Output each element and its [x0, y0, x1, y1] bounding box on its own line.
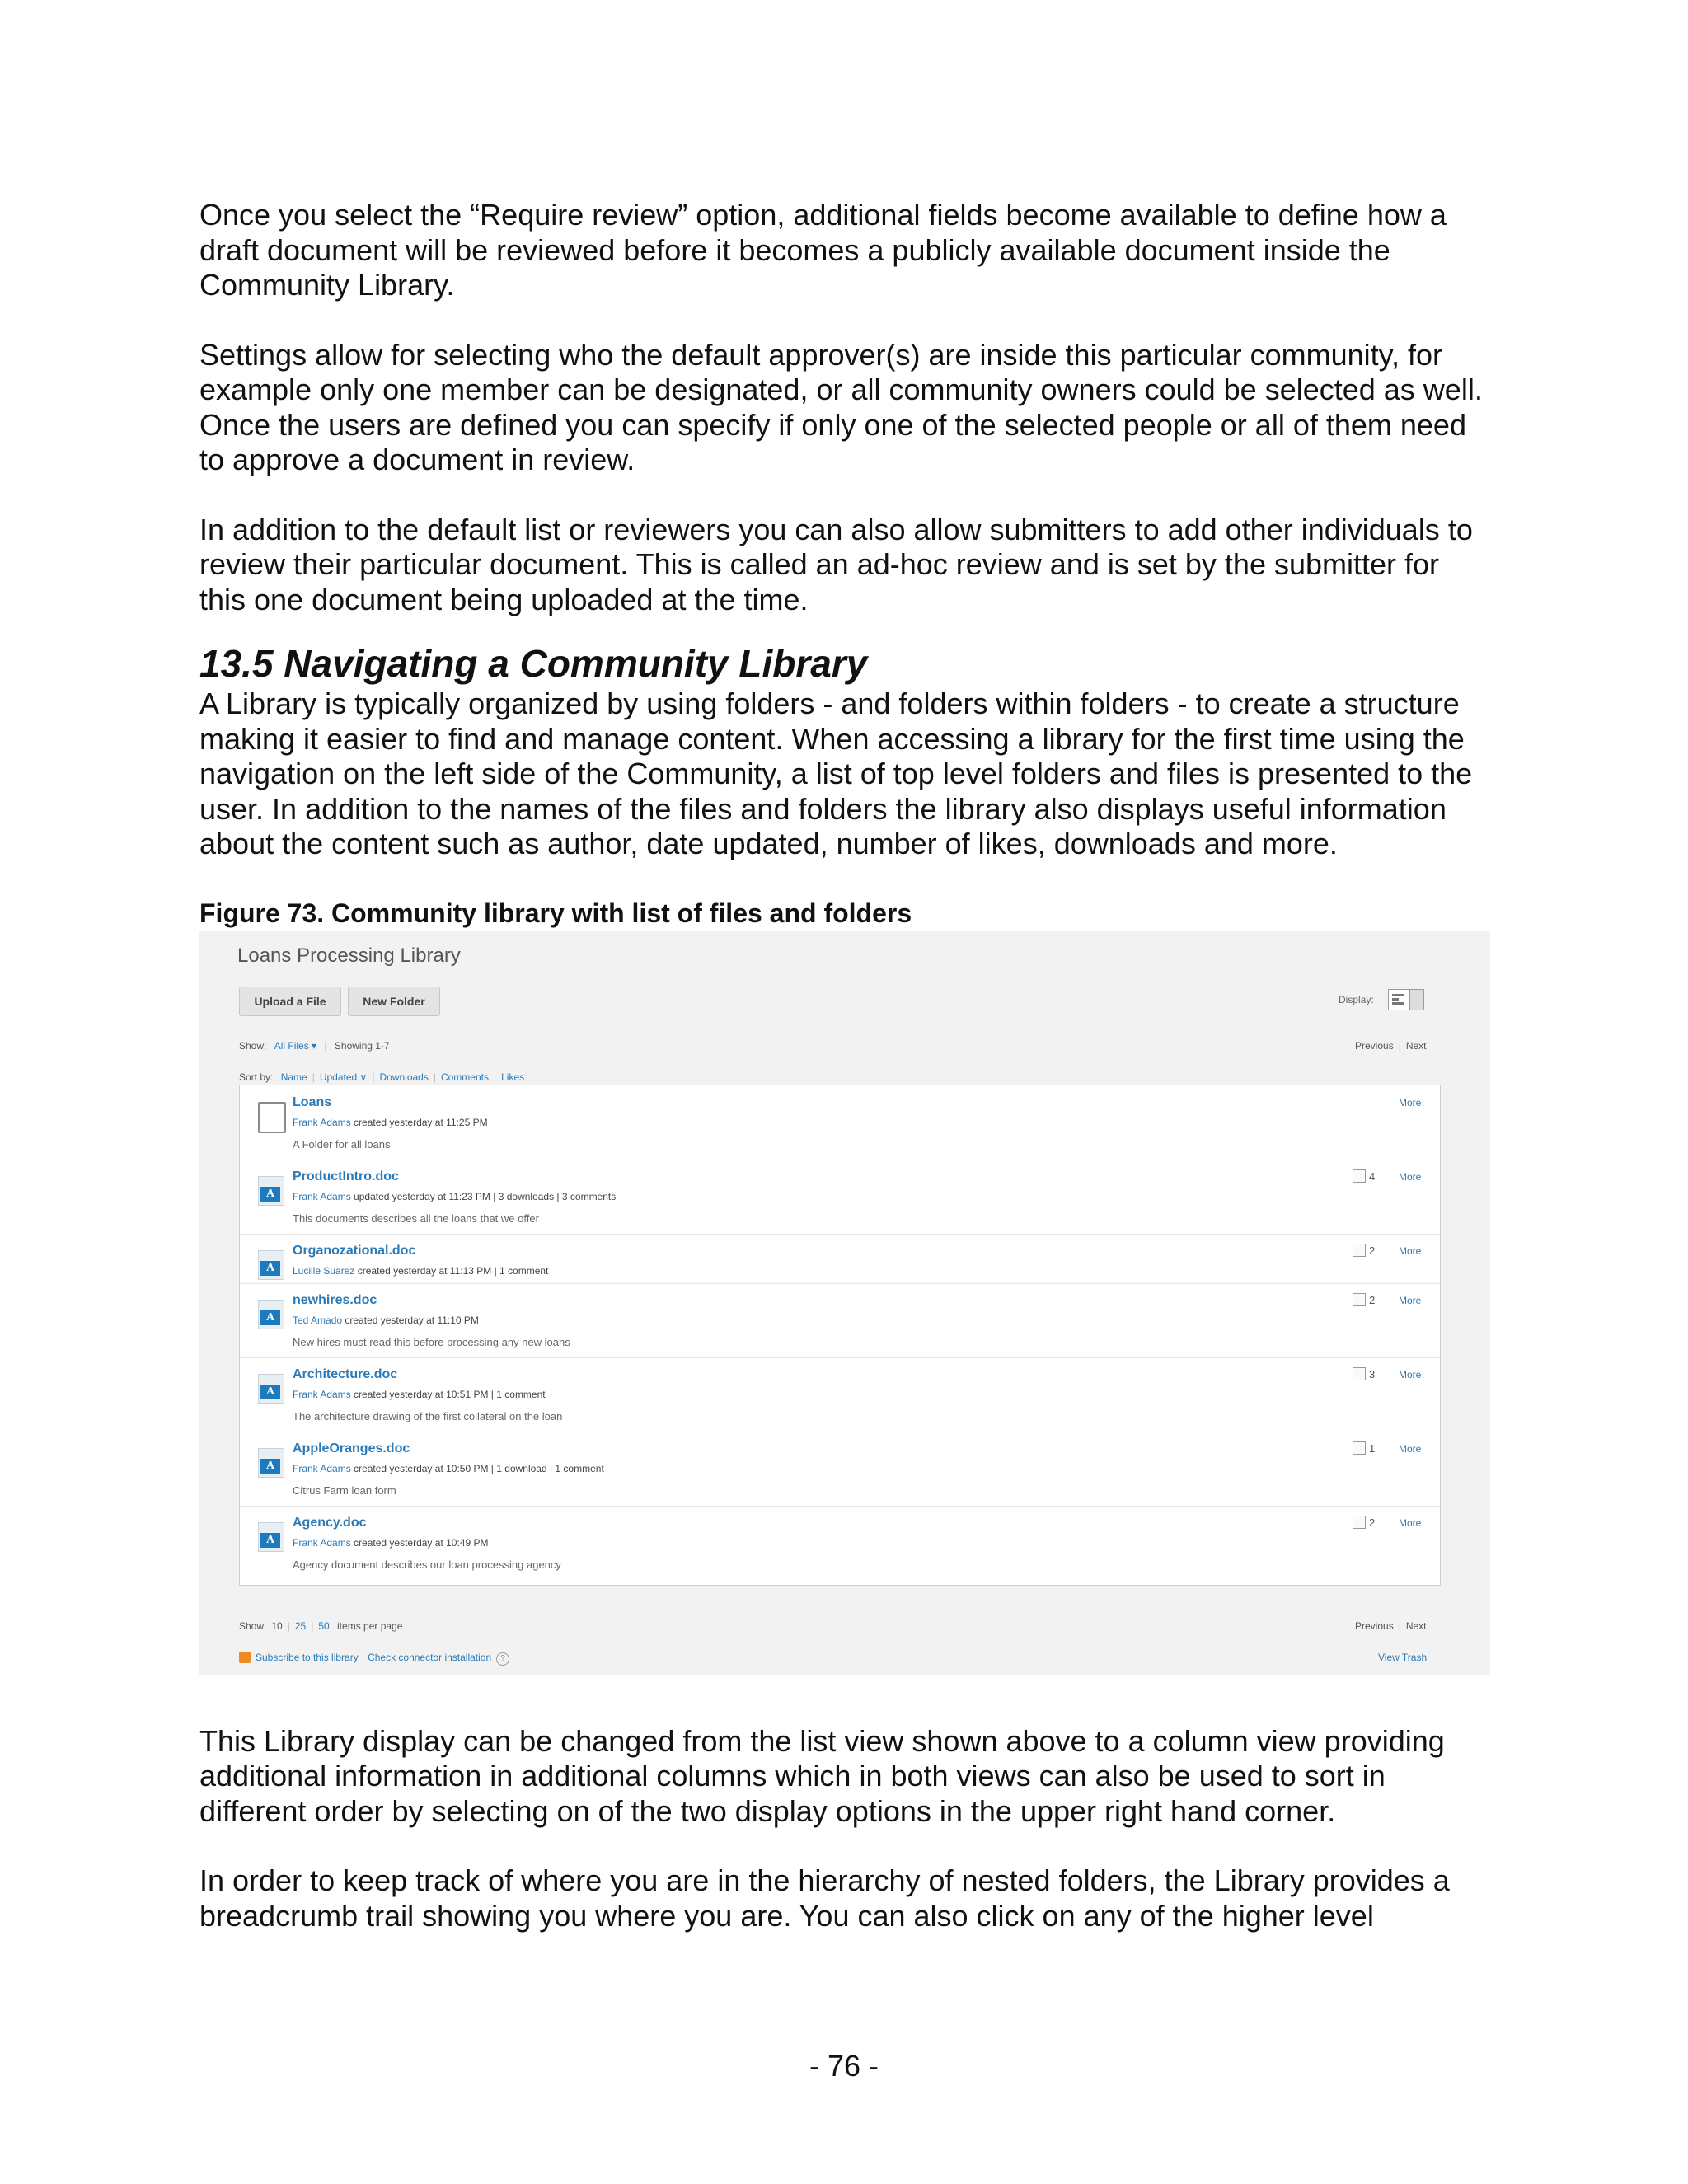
list-item[interactable] — [240, 1085, 1440, 1160]
document-page — [199, 198, 1490, 1968]
item-description: A Folder for all loans — [293, 1137, 391, 1151]
like-icon — [1353, 1367, 1366, 1380]
item-meta — [293, 1537, 488, 1549]
item-name[interactable]: AppleOranges.doc — [293, 1441, 410, 1455]
rss-icon — [239, 1652, 251, 1663]
document-icon: A — [258, 1300, 284, 1329]
document-icon: A — [258, 1522, 284, 1552]
sort-downloads[interactable]: Downloads — [379, 1071, 429, 1083]
likes-count[interactable]: 2 — [1353, 1244, 1375, 1257]
pagination-top: Previous | Next — [1355, 1039, 1427, 1052]
likes-count[interactable]: 2 — [1353, 1516, 1375, 1529]
paragraph: In order to keep track of where you are in the hierarchy of nested folders, the Library provides a breadcrumb trail showing you where you are. You can also click on any of the higher level — [199, 1863, 1450, 1933]
more-link[interactable]: More — [1399, 1244, 1422, 1257]
item-name[interactable]: Organozational.doc — [293, 1243, 416, 1258]
new-folder-button[interactable]: New Folder — [348, 987, 440, 1016]
show-label: Show: — [239, 1039, 267, 1052]
all-files-dropdown[interactable]: All Files ▾ — [274, 1039, 317, 1052]
item-description: The architecture drawing of the first collateral on the loan — [293, 1409, 563, 1422]
paragraph: This Library display can be changed from the list view shown above to a column view providing additional information in additional columns which in both views can also be used to sort in different order by selecting on of the two display options in the upper right hand corner. — [199, 1723, 1445, 1828]
help-icon[interactable]: ? — [496, 1652, 509, 1666]
list-item[interactable] — [240, 1160, 1440, 1235]
more-link[interactable]: More — [1399, 1442, 1422, 1455]
item-meta — [293, 1191, 616, 1202]
pagination-bottom: Previous | Next — [1355, 1619, 1427, 1632]
likes-count[interactable]: 2 — [1353, 1293, 1375, 1306]
document-icon: A — [258, 1176, 284, 1206]
paragraph: Once you select the “Require review” option, additional fields become available to define how a draft document will be reviewed before it becomes a publicly available document inside the Community Library. — [199, 198, 1447, 302]
item-meta — [293, 1463, 604, 1474]
section-paragraph: A Library is typically organized by using folders - and folders within folders - to create a structure making it easier to find and manage content. When accessing a library for the first time using the navigation on the left side of the Community, a list of top level folders and files is presented to the user. In addition to the names of the files and folders the library also displays useful information about the content such as author, date updated, number of likes, downloads and more. — [199, 687, 1473, 860]
author-link[interactable]: Frank Adams — [293, 1388, 351, 1400]
list-view-icon[interactable] — [1388, 989, 1409, 1010]
showing-count: Showing 1-7 — [334, 1039, 390, 1052]
show-label: Show — [239, 1619, 265, 1632]
item-description: Agency document describes our loan processing agency — [293, 1558, 561, 1571]
item-meta-text: created yesterday at 10:49 PM — [354, 1536, 489, 1549]
like-icon — [1353, 1169, 1366, 1183]
item-description: This documents describes all the loans that we offer — [293, 1212, 539, 1225]
like-icon — [1353, 1516, 1366, 1529]
page-number: - 76 - — [809, 2049, 879, 2083]
item-meta — [293, 1389, 546, 1400]
per-page-50[interactable]: 50 — [318, 1619, 330, 1632]
sort-updated[interactable]: Updated ∨ — [319, 1071, 368, 1083]
folder-icon — [258, 1102, 286, 1133]
item-meta-text: created yesterday at 11:13 PM | 1 comment — [357, 1264, 549, 1277]
list-item[interactable] — [240, 1506, 1440, 1583]
item-meta-text: created yesterday at 11:25 PM — [354, 1116, 488, 1128]
more-link[interactable]: More — [1399, 1516, 1422, 1529]
document-icon: A — [258, 1250, 284, 1280]
view-trash-link[interactable]: View Trash — [1378, 1651, 1428, 1663]
more-link[interactable]: More — [1399, 1294, 1422, 1306]
author-link[interactable]: Frank Adams — [293, 1536, 351, 1549]
list-item[interactable] — [240, 1234, 1440, 1284]
next-link[interactable]: Next — [1405, 1619, 1427, 1632]
author-link[interactable]: Lucille Suarez — [293, 1264, 355, 1277]
file-list — [239, 1085, 1441, 1586]
library-footer-links — [239, 1652, 509, 1666]
per-page-10[interactable]: 10 — [271, 1619, 283, 1632]
item-description: New hires must read this before processing any new loans — [293, 1335, 570, 1348]
more-link[interactable]: More — [1399, 1368, 1422, 1380]
item-meta — [293, 1117, 488, 1128]
item-name[interactable]: Loans — [293, 1094, 332, 1109]
sort-name[interactable]: Name — [280, 1071, 307, 1083]
item-description: Citrus Farm loan form — [293, 1483, 396, 1497]
paragraph: Settings allow for selecting who the default approver(s) are inside this particular community, for example only one member can be designated, or all community owners could be selected as well. Once the users are defined you can specify if only one of the selected people or all of them need to approve a document in review. — [199, 337, 1483, 476]
item-meta-text: updated yesterday at 11:23 PM | 3 downloads | 3 comments — [354, 1190, 617, 1202]
document-icon: A — [258, 1448, 284, 1478]
more-link[interactable]: More — [1399, 1096, 1422, 1108]
likes-count[interactable]: 4 — [1353, 1169, 1375, 1183]
section-heading: 13.5 Navigating a Community Library — [199, 642, 868, 685]
library-title: Loans Processing Library — [237, 944, 461, 967]
item-meta-text: created yesterday at 11:10 PM — [345, 1314, 479, 1326]
display-label: Display: — [1339, 993, 1374, 1005]
like-icon — [1353, 1244, 1366, 1257]
sort-label: Sort by: — [239, 1071, 274, 1083]
author-link[interactable]: Frank Adams — [293, 1116, 351, 1128]
item-meta — [293, 1265, 548, 1277]
next-link[interactable]: Next — [1405, 1039, 1427, 1052]
upload-file-button[interactable]: Upload a File — [239, 987, 341, 1016]
list-item[interactable] — [240, 1283, 1440, 1358]
item-meta-text: created yesterday at 10:51 PM | 1 comment — [354, 1388, 546, 1400]
like-icon — [1353, 1441, 1366, 1455]
subscribe-link[interactable]: Subscribe to this library — [256, 1651, 359, 1663]
previous-link[interactable]: Previous — [1355, 1039, 1394, 1052]
item-meta — [293, 1315, 479, 1326]
figure-caption: Figure 73. Community library with list of files and folders — [199, 898, 912, 928]
per-page-25[interactable]: 25 — [294, 1619, 307, 1632]
previous-link[interactable]: Previous — [1355, 1619, 1394, 1632]
list-item[interactable] — [240, 1432, 1440, 1507]
show-filter: Show: All Files ▾ | Showing 1-7 — [239, 1039, 390, 1052]
sort-comments[interactable]: Comments — [440, 1071, 489, 1083]
author-link[interactable]: Ted Amado — [293, 1314, 343, 1326]
likes-count[interactable]: 1 — [1353, 1441, 1375, 1455]
library-screenshot — [199, 931, 1490, 1675]
per-page-suffix: items per page — [337, 1619, 403, 1632]
author-link[interactable]: Frank Adams — [293, 1462, 351, 1474]
author-link[interactable]: Frank Adams — [293, 1190, 351, 1202]
per-page-selector: Show 10 | 25 | 50 items per page — [239, 1619, 403, 1632]
connector-link[interactable]: Check connector installation — [368, 1651, 492, 1663]
like-icon — [1353, 1293, 1366, 1306]
item-name[interactable]: Architecture.doc — [293, 1366, 398, 1381]
paragraph: In addition to the default list or reviewers you can also allow submitters to add other individuals to review their particular document. This is called an ad-hoc review and is set by the submitter for this one document being uploaded at the time. — [199, 512, 1473, 616]
likes-count[interactable]: 3 — [1353, 1367, 1375, 1380]
list-item[interactable] — [240, 1357, 1440, 1432]
more-link[interactable]: More — [1399, 1170, 1422, 1183]
item-meta-text: created yesterday at 10:50 PM | 1 download | 1 comment — [354, 1462, 604, 1474]
document-icon: A — [258, 1374, 284, 1404]
item-name[interactable]: newhires.doc — [293, 1292, 377, 1307]
column-view-icon[interactable] — [1409, 989, 1424, 1010]
sort-bar: Sort by: Name | Updated ∨ | Downloads | Comments | Likes — [239, 1071, 525, 1083]
item-name[interactable]: ProductIntro.doc — [293, 1169, 399, 1183]
item-name[interactable]: Agency.doc — [293, 1515, 367, 1530]
sort-likes[interactable]: Likes — [501, 1071, 525, 1083]
